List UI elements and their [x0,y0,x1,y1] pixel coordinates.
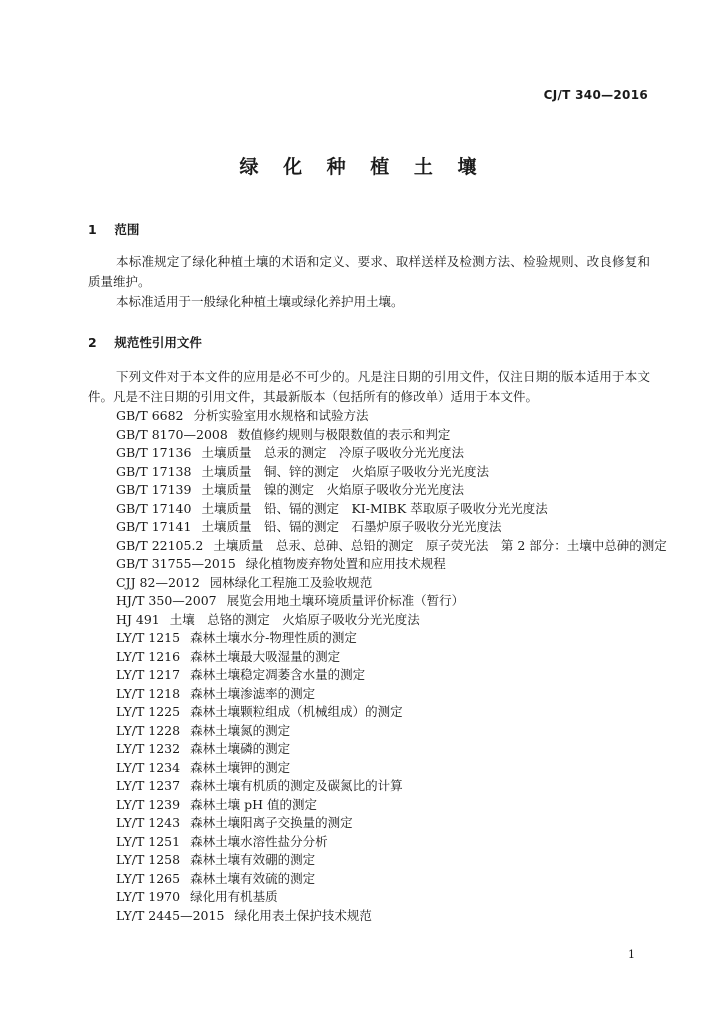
reference-code: LY/T 1258 [116,852,181,867]
reference-item [116,463,667,482]
scope-paragraph-1: 本标准规定了绿化种植土壤的术语和定义、要求、取样送样及检测方法、检验规则、改良修复和质量维护。 [88,254,650,289]
reference-item [116,629,667,648]
reference-title: 土壤质量 铅、镉的测定 KI-MIBK 萃取原子吸收分光光度法 [201,500,548,516]
reference-item [116,814,667,833]
reference-title: 森林土壤水分-物理性质的测定 [190,630,357,645]
reference-code: LY/T 1970 [116,889,181,904]
reference-code: LY/T 1215 [116,630,181,645]
reference-item [116,555,667,574]
reference-title: 森林土壤有机质的测定及碳氮比的计算 [190,778,403,793]
reference-code: HJ 491 [116,611,160,627]
section-2-title: 规范性引用文件 [114,335,202,350]
reference-code: GB/T 17136 [116,445,192,460]
reference-title: 数值修约规则与极限数值的表示和判定 [237,426,451,442]
reference-title: 土壤质量 铜、锌的测定 火焰原子吸收分光光度法 [201,463,489,479]
reference-item [116,740,667,759]
reference-title: 森林土壤阳离子交换量的测定 [190,815,353,830]
reference-code: GB/T 8170—2008 [116,426,228,442]
section-1-title: 范围 [114,222,140,237]
reference-code: LY/T 1237 [116,778,181,793]
reference-item [116,426,667,445]
reference-code: LY/T 1228 [116,722,181,738]
reference-code: GB/T 17138 [116,463,192,479]
reference-item [116,759,667,778]
reference-item [116,481,667,500]
reference-title: 森林土壤钾的测定 [190,759,291,775]
section-2-heading [88,333,202,351]
reference-code: LY/T 1239 [116,796,181,812]
reference-code: LY/T 1225 [116,704,181,719]
reference-title: 森林土壤磷的测定 [190,741,291,756]
reference-item [116,611,667,630]
reference-code: LY/T 1243 [116,815,181,830]
reference-code: LY/T 1234 [116,759,181,775]
reference-title: 土壤质量 总汞、总砷、总铅的测定 原子荧光法 第 2 部分：土壤中总砷的测定 [213,537,667,553]
reference-item [116,537,667,556]
reference-item [116,407,667,426]
reference-item [116,648,667,667]
reference-item [116,870,667,889]
reference-item [116,796,667,815]
reference-title: 绿化用表土保护技术规范 [234,907,372,923]
reference-item [116,500,667,519]
scope-paragraph-2: 本标准适用于一般绿化种植土壤或绿化养护用土壤。 [116,294,404,309]
reference-code: CJJ 82—2012 [116,574,200,590]
reference-title: 森林土壤有效硼的测定 [190,852,316,867]
section-1-number: 1 [88,222,97,237]
reference-code: GB/T 6682 [116,408,184,423]
reference-code: LY/T 1218 [116,685,181,701]
reference-item [116,444,667,463]
reference-item [116,703,667,722]
reference-list [116,407,667,925]
reference-title: 森林土壤氮的测定 [190,722,291,738]
document-title: 绿 化 种 植 土 壤 [239,156,486,178]
reference-code: LY/T 1251 [116,833,181,849]
reference-item [116,833,667,852]
reference-item [116,777,667,796]
reference-title: 土壤质量 镍的测定 火焰原子吸收分光光度法 [201,482,464,497]
reference-item [116,888,667,907]
reference-item [116,907,667,926]
reference-title: 土壤 总铬的测定 火焰原子吸收分光光度法 [169,611,420,627]
reference-title: 森林土壤 pH 值的测定 [190,796,317,812]
reference-code: GB/T 22105.2 [116,537,204,553]
section-1-heading [88,220,139,238]
page-number: 1 [628,948,635,961]
reference-title: 绿化用有机基质 [190,889,278,904]
reference-title: 展览会用地土壤环境质量评价标准（暂行） [226,593,465,608]
reference-item [116,851,667,870]
reference-title: 森林土壤水溶性盐分分析 [190,833,328,849]
reference-code: GB/T 31755—2015 [116,556,236,571]
section-2-number: 2 [88,335,97,350]
reference-item [116,518,667,537]
reference-item [116,592,667,611]
reference-code: HJ/T 350—2007 [116,593,217,608]
reference-title: 绿化植物废弃物处置和应用技术规程 [245,556,446,571]
reference-title: 森林土壤渗滤率的测定 [190,685,316,701]
reference-code: LY/T 1216 [116,648,181,664]
reference-code: GB/T 17139 [116,482,192,497]
reference-code: GB/T 17141 [116,519,192,534]
reference-title: 森林土壤颗粒组成（机械组成）的测定 [190,704,403,719]
reference-code: LY/T 1265 [116,870,181,886]
reference-code: LY/T 1217 [116,667,181,682]
reference-title: 土壤质量 总汞的测定 冷原子吸收分光光度法 [201,445,464,460]
reference-code: LY/T 2445—2015 [116,907,225,923]
reference-title: 分析实验室用水规格和试验方法 [193,408,369,423]
reference-code: GB/T 17140 [116,500,192,516]
reference-item [116,574,667,593]
reference-title: 园林绿化工程施工及验收规范 [209,574,373,590]
references-intro: 下列文件对于本文件的应用是必不可少的。凡是注日期的引用文件，仅注日期的版本适用于本文件。凡是不注日期的引用文件，其最新版本（包括所有的修改单）适用于本文件。 [88,369,650,404]
reference-item [116,722,667,741]
reference-code: LY/T 1232 [116,741,181,756]
reference-title: 森林土壤有效硫的测定 [190,870,316,886]
reference-title: 土壤质量 铅、镉的测定 石墨炉原子吸收分光光度法 [201,519,502,534]
reference-item [116,685,667,704]
reference-item [116,666,667,685]
standard-code: CJ/T 340—2016 [543,88,648,102]
reference-title: 森林土壤最大吸湿量的测定 [190,648,341,664]
reference-title: 森林土壤稳定凋萎含水量的测定 [190,667,366,682]
